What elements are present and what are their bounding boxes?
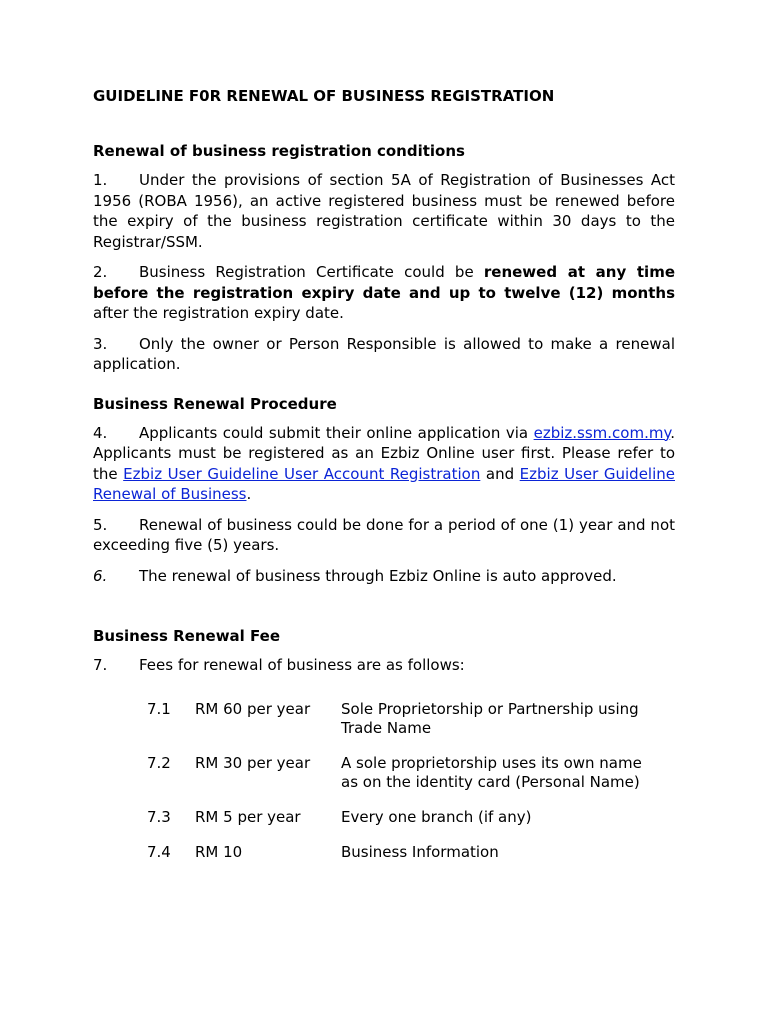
paragraph-text: after the registration expiry date. bbox=[93, 304, 344, 322]
paragraph-text: Applicants could submit their online application via bbox=[139, 423, 534, 442]
item-number: 7. bbox=[93, 656, 108, 674]
paragraph-6 bbox=[93, 566, 675, 587]
paragraph-text: . Applicants must be registered as an Ezbiz Online user first. Please refer to the bbox=[93, 423, 675, 483]
fee-row bbox=[147, 808, 675, 827]
paragraph-text: Only the owner or Person Responsible is allowed to make a renewal application. bbox=[93, 334, 675, 373]
paragraph-text: . bbox=[246, 485, 252, 503]
paragraph-text: Business Registration Certificate could be bbox=[139, 263, 484, 281]
paragraph-1 bbox=[93, 170, 675, 252]
fee-number: 7.2 bbox=[147, 753, 171, 772]
paragraph-text: and bbox=[480, 464, 520, 483]
paragraph-4 bbox=[93, 423, 675, 505]
fee-description: Sole Proprietorship or Partnership using Trade Name bbox=[341, 699, 639, 737]
fee-description: Every one branch (if any) bbox=[341, 807, 532, 826]
user-account-registration-guideline-link[interactable]: Ezbiz User Guideline User Account Registration bbox=[123, 464, 481, 483]
fee-amount: RM 10 bbox=[195, 842, 243, 861]
paragraph-text: The renewal of business through Ezbiz Online is auto approved. bbox=[139, 566, 617, 585]
paragraph-5 bbox=[93, 515, 675, 556]
item-number: 3. bbox=[93, 334, 108, 353]
paragraph-text: Under the provisions of section 5A of Registration of Businesses Act 1956 (ROBA 1956), an active registered business must be renewed before the expiry of the business registration certificate within 30 days to the Registrar/SSM. bbox=[93, 171, 675, 251]
paragraph-7 bbox=[93, 655, 675, 676]
item-number: 4. bbox=[93, 423, 108, 442]
item-number: 6. bbox=[93, 566, 108, 585]
renewal-of-business-guideline-link[interactable]: Ezbiz User Guideline Renewal of Business bbox=[93, 464, 675, 503]
fee-description: A sole proprietorship uses its own name as on the identity card (Personal Name) bbox=[341, 753, 642, 791]
paragraph-bold-text: renewed at any time before the registration expiry date and up to twelve (12) months bbox=[93, 263, 676, 302]
fee-row bbox=[147, 754, 675, 792]
fee-row bbox=[147, 700, 675, 738]
paragraph-text: Renewal of business could be done for a period of one (1) year and not exceeding five (5) years. bbox=[93, 515, 675, 554]
document-page bbox=[93, 86, 675, 878]
fee-table bbox=[147, 700, 675, 862]
fee-row bbox=[147, 843, 675, 862]
fee-amount: RM 60 per year bbox=[195, 699, 311, 718]
document-title: GUIDELINE F0R RENEWAL OF BUSINESS REGISTRATION bbox=[93, 87, 555, 105]
fee-number: 7.4 bbox=[147, 842, 171, 861]
paragraph-2 bbox=[93, 262, 675, 324]
section-heading-conditions: Renewal of business registration conditions bbox=[93, 142, 465, 160]
fee-number: 7.3 bbox=[147, 807, 171, 826]
item-number: 5. bbox=[93, 515, 108, 534]
fee-number: 7.1 bbox=[147, 699, 171, 718]
fee-amount: RM 5 per year bbox=[195, 807, 301, 826]
paragraph-3 bbox=[93, 334, 675, 375]
fee-description: Business Information bbox=[341, 842, 499, 861]
section-heading-procedure: Business Renewal Procedure bbox=[93, 394, 337, 413]
section-heading-fee: Business Renewal Fee bbox=[93, 627, 281, 645]
item-number: 1. bbox=[93, 171, 108, 189]
ezbiz-website-link[interactable]: ezbiz.ssm.com.my bbox=[533, 423, 671, 442]
item-number: 2. bbox=[93, 263, 108, 281]
fee-amount: RM 30 per year bbox=[195, 753, 311, 772]
paragraph-text: Fees for renewal of business are as follows: bbox=[139, 656, 465, 674]
